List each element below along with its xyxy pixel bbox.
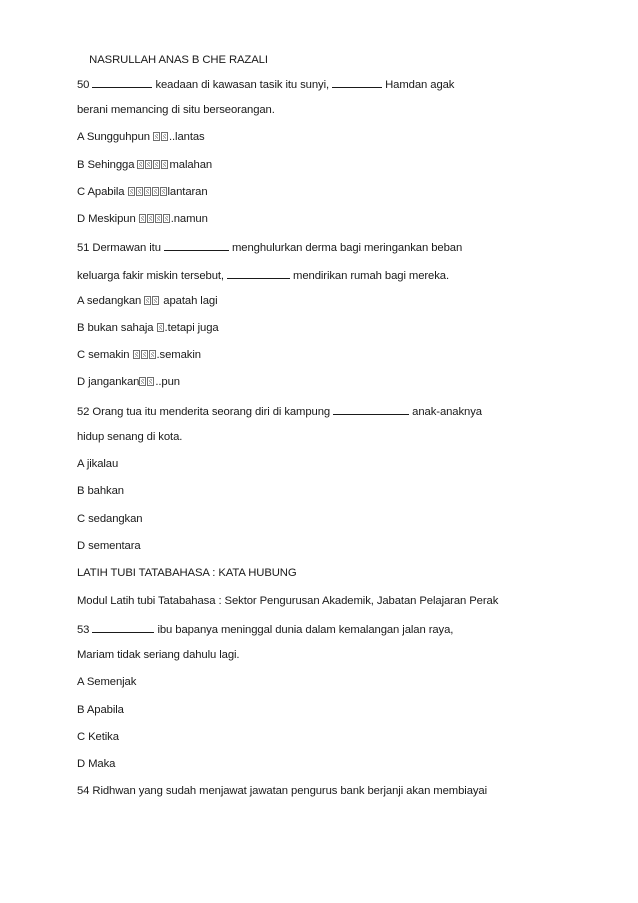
q50-option-b: B Sehingga malahan [77,159,213,171]
missing-glyph-icon [149,350,156,359]
q50-option-c: C Apabila lantaran [77,186,208,198]
missing-glyph-icon [152,187,159,196]
author-name: NASRULLAH ANAS B CHE RAZALI [89,54,268,66]
answer-blank [164,239,229,251]
missing-glyph-icon [144,187,151,196]
q50-option-a: A Sungguhpun ..lantas [77,131,205,143]
q52-option-b: B bahkan [77,485,124,497]
missing-glyph-icon [161,160,168,169]
missing-glyph-icon [145,160,152,169]
missing-glyph-icon [153,132,160,141]
q53-stem-line1: 53 ibu bapanya meninggal dunia dalam kemalangan jalan raya, [77,621,453,637]
missing-glyph-icon [155,214,162,223]
answer-blank [92,76,152,88]
q54-stem-line1: 54 Ridhwan yang sudah menjawat jawatan pengurus bank berjanji akan membiayai [77,785,488,797]
missing-glyph-icon [147,214,154,223]
module-source: Modul Latih tubi Tatabahasa : Sektor Pengurusan Akademik, Jabatan Pelajaran Perak [77,595,499,607]
q51-option-b: B bukan sahaja .tetapi juga [77,322,219,334]
q51-option-c: C semakin .semakin [77,349,201,361]
q53-stem-line2: Mariam tidak seriang dahulu lagi. [77,649,240,661]
q53-option-c: C Ketika [77,731,119,743]
q52-option-c: C sedangkan [77,513,143,525]
author-header [77,39,268,81]
missing-glyph-icon [139,214,146,223]
q52-option-a: A jikalau [77,458,119,470]
q53-option-a: A Semenjak [77,676,137,688]
answer-blank [92,621,154,633]
missing-glyph-icon [161,132,168,141]
missing-glyph-icon [139,377,146,386]
missing-glyph-icon [163,214,170,223]
missing-glyph-icon [141,350,148,359]
section-title: LATIH TUBI TATABAHASA : KATA HUBUNG [77,567,297,579]
answer-blank [227,267,290,279]
missing-glyph-icon [133,350,140,359]
missing-glyph-icon [157,323,164,332]
missing-glyph-icon [147,377,154,386]
q51-option-a: A sedangkan apatah lagi [77,295,218,307]
q52-stem-line2: hidup senang di kota. [77,431,183,443]
q53-option-b: B Apabila [77,704,124,716]
missing-glyph-icon [136,187,143,196]
q50-stem-line2: berani memancing di situ berseorangan. [77,104,275,116]
answer-blank [333,403,409,415]
missing-glyph-icon [153,160,160,169]
missing-glyph-icon [152,296,159,305]
missing-glyph-icon [160,187,167,196]
q53-option-d: D Maka [77,758,116,770]
missing-glyph-icon [128,187,135,196]
q50-stem-line1: 50 keadaan di kawasan tasik itu sunyi, Hamdan agak [77,76,454,92]
q51-stem-line2: keluarga fakir miskin tersebut, mendirikan rumah bagi mereka. [77,267,449,283]
missing-glyph-icon [144,296,151,305]
answer-blank [332,76,382,88]
q50-option-d: D Meskipun .namun [77,213,208,225]
q52-stem-line1: 52 Orang tua itu menderita seorang diri di kampung anak-anaknya [77,403,482,419]
q52-option-d: D sementara [77,540,141,552]
q51-stem-line1: 51 Dermawan itu menghulurkan derma bagi meringankan beban [77,239,462,255]
missing-glyph-icon [137,160,144,169]
q51-option-d: D jangankan ..pun [77,376,180,388]
